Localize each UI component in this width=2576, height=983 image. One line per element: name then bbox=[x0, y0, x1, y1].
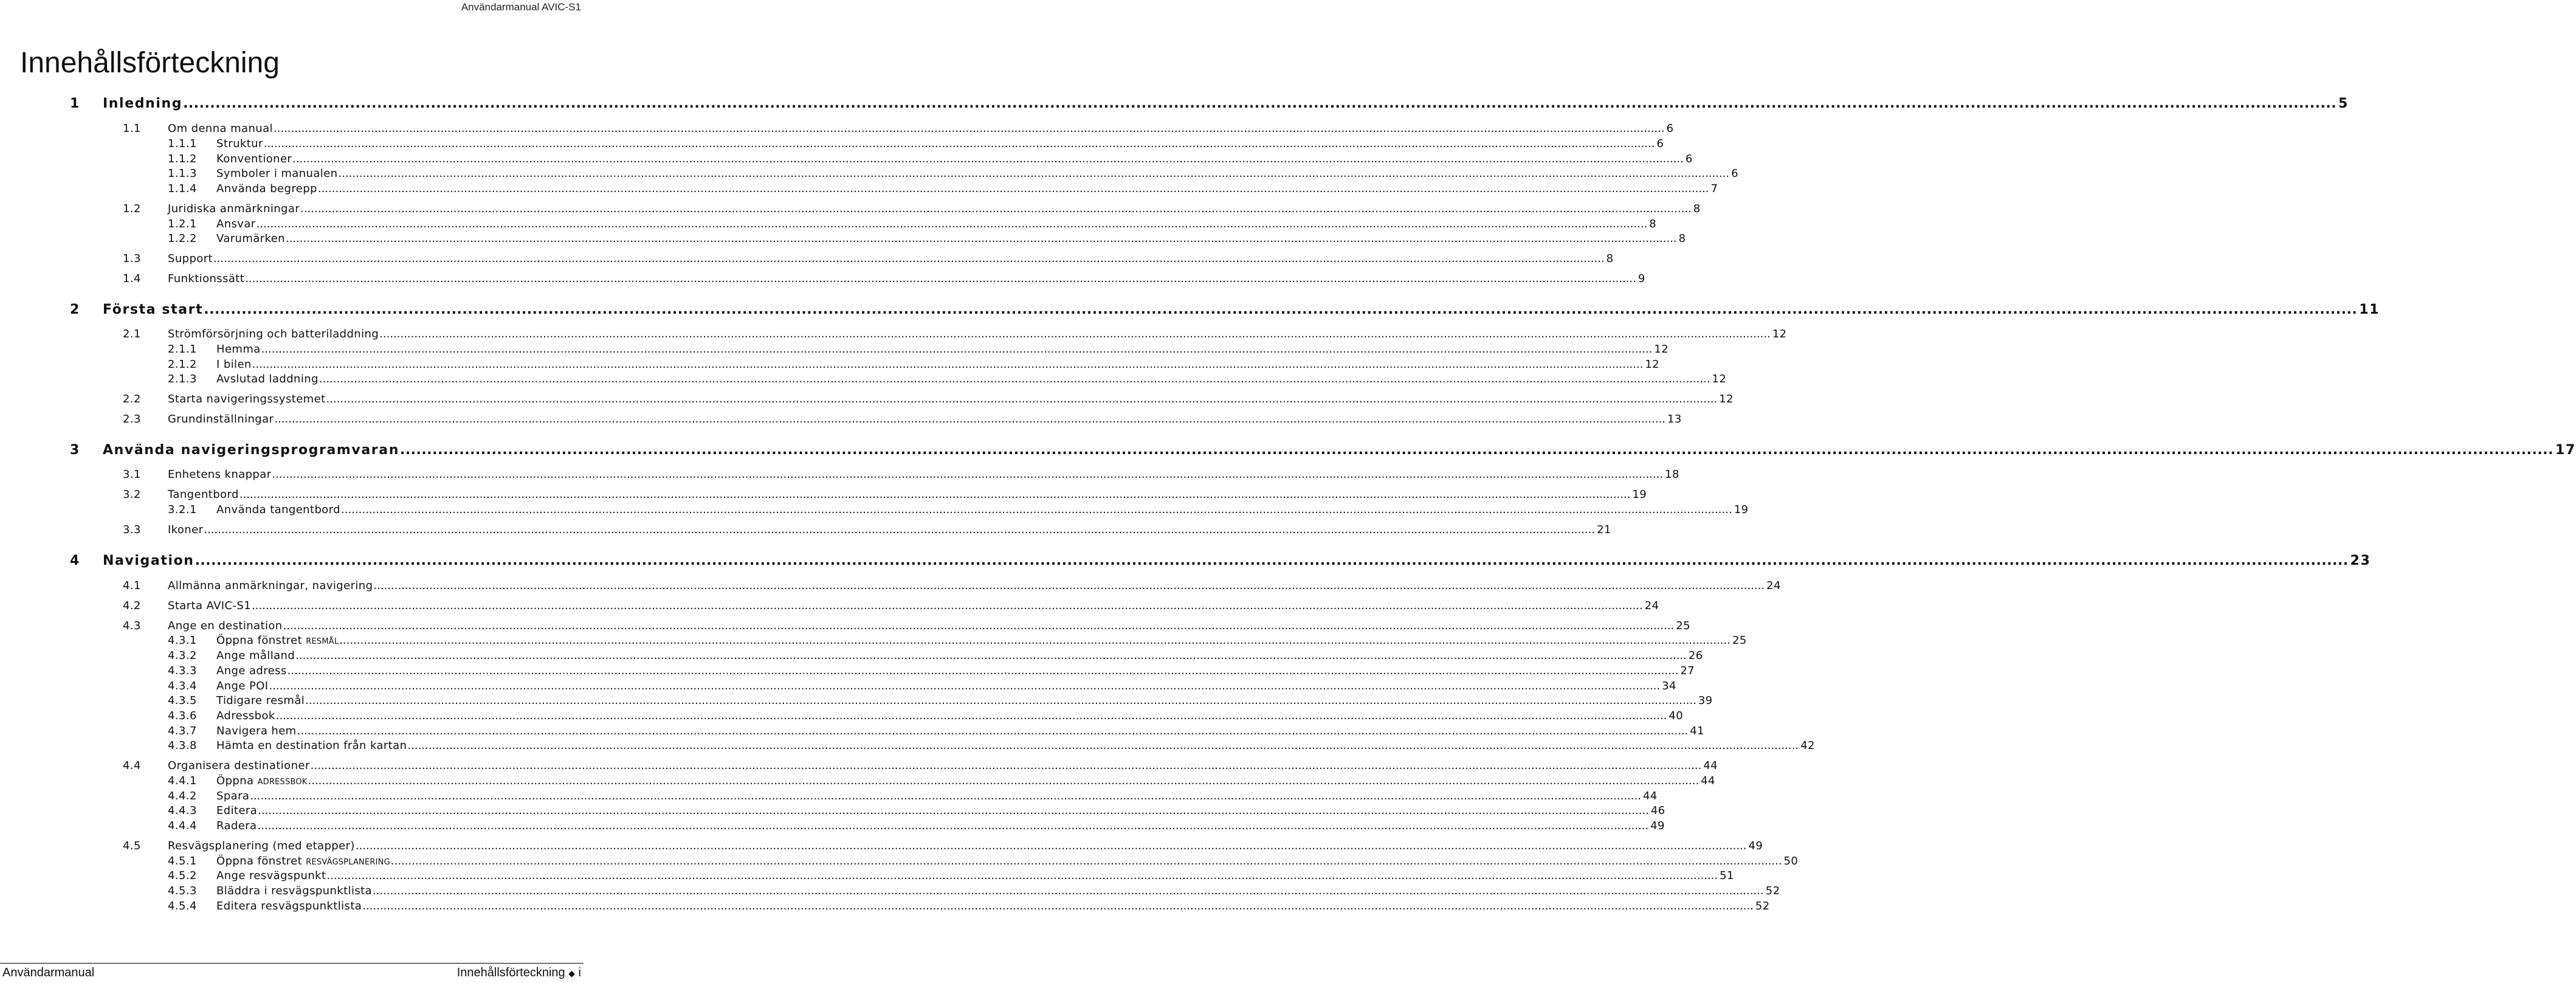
toc-entry-title-smallcaps: RESVÄGSPLANERING bbox=[306, 858, 390, 867]
toc-leader-dots: ................................................................................................................................................................................................................................................................................................................................................................................................................ bbox=[269, 680, 1661, 692]
toc-entry-title-text: Ange adress bbox=[216, 664, 287, 677]
toc-entry-page: 23 bbox=[2350, 553, 2371, 568]
toc-entry-title-text: Struktur bbox=[216, 137, 263, 150]
toc-entry-number: 1.4 bbox=[123, 272, 141, 285]
toc-entry[interactable] bbox=[0, 272, 1645, 288]
toc-entry-number: 1.1.1 bbox=[168, 137, 197, 150]
toc-entry[interactable] bbox=[0, 840, 1763, 855]
toc-entry-title bbox=[216, 153, 292, 165]
toc-entry-title bbox=[103, 443, 399, 458]
toc-entry-page: 12 bbox=[1772, 328, 1787, 340]
toc-entry-number: 2.1.2 bbox=[168, 358, 197, 371]
toc-entry-page: 46 bbox=[1650, 804, 1665, 817]
toc-entry-title bbox=[168, 488, 239, 501]
toc-entry-page: 24 bbox=[1644, 599, 1659, 612]
toc-entry-title bbox=[168, 523, 203, 536]
toc-leader-dots: ................................................................................................................................................................................................................................................................................................................................................................................................................ bbox=[310, 759, 1702, 772]
running-header: Användarmanual AVIC-S1 bbox=[461, 1, 581, 13]
toc-leader-dots: ................................................................................................................................................................................................................................................................................................................................................................................................................ bbox=[308, 774, 1700, 787]
toc-leader-dots: ................................................................................................................................................................................................................................................................................................................................................................................................................ bbox=[256, 218, 1648, 230]
toc-entry-number: 1.2.2 bbox=[168, 232, 197, 245]
toc-entry-title bbox=[103, 302, 203, 317]
toc-entry-title bbox=[216, 218, 256, 230]
toc-entry-number: 4.4.2 bbox=[168, 790, 197, 802]
toc-entry-number: 2.1.1 bbox=[168, 343, 197, 356]
toc-entry-page: 8 bbox=[1678, 232, 1686, 245]
toc-entry-title-text: Tangentbord bbox=[168, 488, 239, 501]
toc-entry-title bbox=[216, 694, 305, 707]
toc-entry-page: 52 bbox=[1755, 900, 1770, 912]
toc-entry-number: 4.4.3 bbox=[168, 804, 197, 817]
toc-entry-page: 34 bbox=[1662, 680, 1676, 692]
toc-entry-page: 12 bbox=[1654, 343, 1669, 356]
toc-entry[interactable] bbox=[0, 634, 1747, 650]
toc-entry-page: 12 bbox=[1712, 373, 1727, 385]
toc-entry-title bbox=[168, 759, 310, 772]
toc-leader-dots: ................................................................................................................................................................................................................................................................................................................................................................................................................ bbox=[273, 122, 1665, 135]
toc-entry-number: 3 bbox=[70, 443, 80, 458]
toc-entry-title bbox=[168, 599, 251, 612]
footer-left-text: Användarmanual bbox=[2, 966, 95, 979]
toc-entry[interactable] bbox=[0, 885, 1780, 900]
toc-entry-title-text: Spara bbox=[216, 790, 250, 802]
toc-entry[interactable] bbox=[0, 202, 1701, 218]
toc-entry-number: 4.4.1 bbox=[168, 774, 197, 787]
toc-entry-number: 4.4 bbox=[123, 759, 141, 772]
toc-entry-number: 3.3 bbox=[123, 523, 141, 536]
toc-entry-title-text: Ange en destination bbox=[168, 619, 283, 632]
toc-leader-dots: ................................................................................................................................................................................................................................................................................................................................................................................................................ bbox=[341, 503, 1732, 516]
toc-entry[interactable] bbox=[0, 443, 2576, 463]
toc-entry-title-text: Juridiska anmärkningar bbox=[168, 202, 300, 215]
toc-entry-page: 25 bbox=[1732, 634, 1747, 647]
toc-entry-title-text: Ange målland bbox=[216, 649, 295, 662]
footer-page-number: i bbox=[578, 966, 581, 979]
toc-entry-number: 2 bbox=[70, 302, 80, 317]
toc-entry[interactable] bbox=[0, 182, 1718, 198]
toc-entry-number: 1.1.2 bbox=[168, 153, 197, 165]
page-title: Innehållsförteckning bbox=[20, 47, 280, 79]
toc-entry-number: 4.3.2 bbox=[168, 649, 197, 662]
toc-entry-title bbox=[216, 664, 287, 677]
toc-entry-number: 4.3 bbox=[123, 619, 141, 632]
toc-leader-dots: ................................................................................................................................................................................................................................................................................................................................................................................................................ bbox=[379, 328, 1771, 340]
toc-entry-title bbox=[216, 182, 317, 195]
toc-leader-dots: ................................................................................................................................................................................................................................................................................................................................................................................................................ bbox=[305, 694, 1696, 707]
toc-entry-title bbox=[168, 579, 373, 592]
toc-leader-dots: ................................................................................................................................................................................................................................................................................................................................................................................................................ bbox=[183, 96, 2337, 111]
toc-entry-title bbox=[216, 373, 319, 385]
toc-entry-title-text: Inledning bbox=[103, 96, 183, 111]
toc-entry[interactable] bbox=[0, 232, 1686, 248]
toc-leader-dots: ................................................................................................................................................................................................................................................................................................................................................................................................................ bbox=[274, 413, 1666, 426]
toc-entry-title bbox=[168, 468, 271, 481]
toc-entry-number: 4.5 bbox=[123, 840, 141, 852]
toc-entry-title-text: Organisera destinationer bbox=[168, 759, 310, 772]
toc-entry-page: 40 bbox=[1669, 709, 1684, 722]
toc-entry-title bbox=[168, 122, 273, 135]
toc-entry[interactable] bbox=[0, 328, 1787, 343]
toc-leader-dots: ................................................................................................................................................................................................................................................................................................................................................................................................................ bbox=[250, 790, 1641, 802]
toc-entry-page: 9 bbox=[1638, 272, 1645, 285]
toc-leader-dots: ................................................................................................................................................................................................................................................................................................................................................................................................................ bbox=[319, 373, 1710, 385]
toc-entry-number: 4.3.5 bbox=[168, 694, 197, 707]
toc-leader-dots: ................................................................................................................................................................................................................................................................................................................................................................................................................ bbox=[252, 358, 1644, 371]
toc-leader-dots: ................................................................................................................................................................................................................................................................................................................................................................................................................ bbox=[257, 819, 1649, 832]
toc-leader-dots: ................................................................................................................................................................................................................................................................................................................................................................................................................ bbox=[252, 599, 1643, 612]
toc-leader-dots: ................................................................................................................................................................................................................................................................................................................................................................................................................ bbox=[213, 252, 1605, 265]
toc-entry-number: 1.1.4 bbox=[168, 182, 197, 195]
toc-leader-dots: ................................................................................................................................................................................................................................................................................................................................................................................................................ bbox=[300, 202, 1692, 215]
toc-entry-title bbox=[168, 393, 326, 405]
toc-entry[interactable] bbox=[0, 468, 1679, 484]
toc-entry-title-text: Grundinställningar bbox=[168, 413, 274, 426]
toc-entry-number: 3.2.1 bbox=[168, 503, 197, 516]
toc-leader-dots: ................................................................................................................................................................................................................................................................................................................................................................................................................ bbox=[272, 468, 1664, 481]
toc-entry-title bbox=[216, 343, 261, 356]
toc-leader-dots: ................................................................................................................................................................................................................................................................................................................................................................................................................ bbox=[362, 900, 1754, 912]
toc-entry-title-text: Öppna fönstret bbox=[216, 634, 306, 647]
toc-entry-title bbox=[216, 819, 257, 832]
toc-entry-number: 1.2.1 bbox=[168, 218, 197, 230]
toc-entry-page: 5 bbox=[2338, 96, 2349, 111]
toc-entry-title-text: Funktionssätt bbox=[168, 272, 245, 285]
toc-entry-title-text: Varumärken bbox=[216, 232, 285, 245]
toc-entry-title bbox=[216, 900, 362, 912]
toc-entry-title-text: Använda tangentbord bbox=[216, 503, 341, 516]
toc-entry-title-text: Använda navigeringsprogramvaran bbox=[103, 443, 399, 458]
toc-entry-number: 1 bbox=[70, 96, 80, 111]
toc-entry-title bbox=[216, 790, 249, 802]
toc-entry-page: 11 bbox=[2359, 302, 2380, 317]
toc-entry-title bbox=[216, 774, 308, 787]
toc-entry[interactable] bbox=[0, 599, 1659, 615]
toc-entry-title-text: Symboler i manualen bbox=[216, 167, 338, 180]
toc-entry[interactable] bbox=[0, 373, 1727, 388]
toc-entry[interactable] bbox=[0, 804, 1665, 820]
toc-entry[interactable] bbox=[0, 649, 1703, 665]
toc-entry-title bbox=[216, 804, 257, 817]
toc-entry-number: 4.3.8 bbox=[168, 739, 197, 752]
footer-right bbox=[457, 966, 581, 980]
toc-entry-title-text: Support bbox=[168, 252, 213, 265]
toc-entry-number: 1.3 bbox=[123, 252, 141, 265]
toc-entry-title-text: Resvägsplanering (med etapper) bbox=[168, 840, 355, 852]
toc-entry-title-text: Navigation bbox=[103, 553, 195, 568]
toc-entry-number: 4.1 bbox=[123, 579, 141, 592]
toc-leader-dots: ................................................................................................................................................................................................................................................................................................................................................................................................................ bbox=[263, 137, 1655, 150]
toc-entry-number: 4.4.4 bbox=[168, 819, 197, 832]
toc-entry[interactable] bbox=[0, 413, 1682, 429]
toc-entry-title-text: Ange resvägspunkt bbox=[216, 869, 326, 882]
toc-entry-number: 1.1.3 bbox=[168, 167, 197, 180]
toc-leader-dots: ................................................................................................................................................................................................................................................................................................................................................................................................................ bbox=[390, 855, 1782, 867]
toc-leader-dots: ................................................................................................................................................................................................................................................................................................................................................................................................................ bbox=[338, 167, 1730, 180]
toc-entry-page: 19 bbox=[1632, 488, 1647, 501]
toc-entry-page: 25 bbox=[1676, 619, 1690, 632]
toc-entry-number: 2.1 bbox=[123, 328, 141, 340]
toc-entry-title-text: Navigera hem bbox=[216, 725, 297, 737]
toc-entry-title-text: Editera bbox=[216, 804, 258, 817]
toc-entry-title-text: Konventioner bbox=[216, 153, 292, 165]
toc-entry-title-text: Om denna manual bbox=[168, 122, 273, 135]
toc-entry[interactable] bbox=[0, 218, 1657, 233]
toc-entry-title-text: Avslutad laddning bbox=[216, 373, 319, 385]
toc-entry-number: 4.5.3 bbox=[168, 885, 197, 897]
toc-entry-number: 3.2 bbox=[123, 488, 141, 501]
toc-entry-number: 4.5.1 bbox=[168, 855, 197, 867]
toc-leader-dots: ................................................................................................................................................................................................................................................................................................................................................................................................................ bbox=[204, 302, 2358, 317]
toc-entry[interactable] bbox=[0, 553, 2371, 574]
toc-entry-title-text: Tidigare resmål bbox=[216, 694, 305, 707]
toc-entry[interactable] bbox=[0, 579, 1781, 595]
toc-entry-page: 8 bbox=[1693, 202, 1701, 215]
toc-entry-title bbox=[216, 869, 326, 882]
toc-entry-number: 2.2 bbox=[123, 393, 141, 405]
toc-entry-number: 4.3.3 bbox=[168, 664, 197, 677]
toc-entry-page: 52 bbox=[1765, 885, 1780, 897]
toc-entry-page: 6 bbox=[1656, 137, 1664, 150]
toc-entry-number: 4.5.4 bbox=[168, 900, 197, 912]
toc-entry-title-smallcaps: ADRESSBOK bbox=[257, 778, 308, 787]
toc-entry-page: 39 bbox=[1698, 694, 1713, 707]
toc-entry[interactable] bbox=[0, 790, 1658, 805]
toc-leader-dots: ................................................................................................................................................................................................................................................................................................................................................................................................................ bbox=[261, 343, 1653, 356]
toc-entry-page: 8 bbox=[1606, 252, 1614, 265]
toc-entry-page: 44 bbox=[1703, 759, 1718, 772]
toc-entry-page: 49 bbox=[1748, 840, 1763, 852]
toc-leader-dots: ................................................................................................................................................................................................................................................................................................................................................................................................................ bbox=[195, 553, 2349, 568]
toc-entry-number: 4.3.4 bbox=[168, 680, 197, 692]
toc-leader-dots: ................................................................................................................................................................................................................................................................................................................................................................................................................ bbox=[297, 725, 1689, 737]
toc-leader-dots: ................................................................................................................................................................................................................................................................................................................................................................................................................ bbox=[326, 393, 1718, 405]
toc-entry-title-text: Starta navigeringssystemet bbox=[168, 393, 326, 405]
toc-entry[interactable] bbox=[0, 855, 1799, 871]
toc-entry-title bbox=[168, 272, 244, 285]
toc-entry-page: 12 bbox=[1645, 358, 1660, 371]
toc-entry-title bbox=[168, 252, 213, 265]
toc-entry-title-text: Hemma bbox=[216, 343, 261, 356]
toc-entry-title bbox=[168, 202, 300, 215]
toc-leader-dots: ................................................................................................................................................................................................................................................................................................................................................................................................................ bbox=[339, 634, 1731, 647]
toc-entry[interactable] bbox=[0, 393, 1734, 409]
toc-entry-title-smallcaps: RESMÅL bbox=[306, 637, 339, 646]
toc-entry[interactable] bbox=[0, 488, 1647, 504]
toc-entry-title-text: Öppna fönstret bbox=[216, 855, 306, 867]
toc-entry[interactable] bbox=[0, 869, 1734, 885]
toc-entry-title bbox=[168, 840, 355, 852]
toc-entry-title bbox=[216, 358, 252, 371]
toc-entry-page: 44 bbox=[1701, 774, 1715, 787]
footer-bullet-icon: ◆ bbox=[568, 968, 575, 978]
toc-entry-title-text: Editera resvägspunktlista bbox=[216, 900, 362, 912]
toc-entry-number: 4.5.2 bbox=[168, 869, 197, 882]
toc-entry-title-text: Ansvar bbox=[216, 218, 256, 230]
toc-entry-title bbox=[168, 413, 274, 426]
toc-entry[interactable] bbox=[0, 664, 1695, 680]
toc-entry-number: 4.3.1 bbox=[168, 634, 197, 647]
toc-entry-page: 13 bbox=[1667, 413, 1682, 426]
toc-entry[interactable] bbox=[0, 153, 1693, 168]
toc-leader-dots: ................................................................................................................................................................................................................................................................................................................................................................................................................ bbox=[317, 182, 1709, 195]
toc-entry[interactable] bbox=[0, 137, 1664, 153]
toc-entry-title-text: Använda begrepp bbox=[216, 182, 317, 195]
toc-entry[interactable] bbox=[0, 759, 1718, 775]
toc-entry-title-text: Adressbok bbox=[216, 709, 275, 722]
toc-entry-title-text: Öppna bbox=[216, 774, 258, 787]
toc-leader-dots: ................................................................................................................................................................................................................................................................................................................................................................................................................ bbox=[373, 579, 1765, 592]
toc-entry-page: 7 bbox=[1710, 182, 1718, 195]
toc-entry-page: 8 bbox=[1649, 218, 1657, 230]
toc-entry-title bbox=[168, 619, 283, 632]
toc-entry-title bbox=[216, 885, 372, 897]
toc-entry-title-text: Ikoner bbox=[168, 523, 204, 536]
toc-entry-title bbox=[216, 167, 337, 180]
toc-leader-dots: ................................................................................................................................................................................................................................................................................................................................................................................................................ bbox=[285, 232, 1677, 245]
toc-entry[interactable] bbox=[0, 725, 1705, 740]
toc-leader-dots: ................................................................................................................................................................................................................................................................................................................................................................................................................ bbox=[245, 272, 1636, 285]
toc-leader-dots: ................................................................................................................................................................................................................................................................................................................................................................................................................ bbox=[283, 619, 1675, 632]
toc-entry-title bbox=[216, 739, 407, 752]
toc-entry-page: 18 bbox=[1665, 468, 1679, 481]
toc-entry-title-text: Hämta en destination från kartan bbox=[216, 739, 407, 752]
toc-entry-page: 6 bbox=[1666, 122, 1674, 135]
toc-entry-title-text: Allmänna anmärkningar, navigering bbox=[168, 579, 373, 592]
footer-rule bbox=[0, 963, 584, 964]
toc-entry[interactable] bbox=[0, 709, 1684, 725]
toc-entry-page: 21 bbox=[1597, 523, 1611, 536]
toc-entry-page: 51 bbox=[1720, 869, 1734, 882]
toc-entry-page: 50 bbox=[1783, 855, 1799, 867]
toc-entry[interactable] bbox=[0, 343, 1669, 359]
toc-entry-page: 12 bbox=[1719, 393, 1734, 405]
toc-entry-page: 41 bbox=[1690, 725, 1705, 737]
toc-leader-dots: ................................................................................................................................................................................................................................................................................................................................................................................................................ bbox=[295, 649, 1687, 662]
toc-entry[interactable] bbox=[0, 694, 1713, 710]
toc-entry-title bbox=[216, 680, 268, 692]
toc-leader-dots: ................................................................................................................................................................................................................................................................................................................................................................................................................ bbox=[287, 664, 1679, 677]
toc-leader-dots: ................................................................................................................................................................................................................................................................................................................................................................................................................ bbox=[407, 739, 1799, 752]
toc-entry[interactable] bbox=[0, 252, 1614, 268]
toc-leader-dots: ................................................................................................................................................................................................................................................................................................................................................................................................................ bbox=[399, 443, 2554, 458]
toc-leader-dots: ................................................................................................................................................................................................................................................................................................................................................................................................................ bbox=[204, 523, 1596, 536]
toc-entry-page: 19 bbox=[1734, 503, 1749, 516]
toc-leader-dots: ................................................................................................................................................................................................................................................................................................................................................................................................................ bbox=[239, 488, 1631, 501]
toc-entry-title bbox=[216, 855, 390, 867]
toc-entry-title bbox=[216, 503, 340, 516]
toc-entry[interactable] bbox=[0, 900, 1770, 916]
toc-entry-number: 4.3.7 bbox=[168, 725, 197, 737]
toc-entry[interactable] bbox=[0, 819, 1665, 835]
toc-entry-page: 26 bbox=[1688, 649, 1703, 662]
toc-entry-page: 27 bbox=[1680, 664, 1695, 677]
toc-entry[interactable] bbox=[0, 358, 1660, 374]
toc-entry-title bbox=[216, 232, 285, 245]
toc-entry-page: 6 bbox=[1685, 153, 1693, 165]
toc-leader-dots: ................................................................................................................................................................................................................................................................................................................................................................................................................ bbox=[275, 709, 1667, 722]
toc-entry-title bbox=[168, 328, 379, 340]
toc-leader-dots: ................................................................................................................................................................................................................................................................................................................................................................................................................ bbox=[326, 869, 1718, 882]
toc-entry-title-text: Strömförsörjning och batteriladdning bbox=[168, 328, 379, 340]
toc-entry-title bbox=[103, 96, 182, 111]
toc-entry-page: 17 bbox=[2555, 443, 2576, 458]
toc-entry-title bbox=[216, 137, 263, 150]
toc-entry-number: 2.3 bbox=[123, 413, 141, 426]
toc-entry-title-text: I bilen bbox=[216, 358, 252, 371]
toc-entry-number: 4.2 bbox=[123, 599, 141, 612]
toc-entry-title-text: Radera bbox=[216, 819, 257, 832]
toc-entry-page: 49 bbox=[1650, 819, 1665, 832]
toc-entry[interactable] bbox=[0, 680, 1676, 695]
footer-section-title: Innehållsförteckning bbox=[456, 966, 565, 979]
toc-leader-dots: ................................................................................................................................................................................................................................................................................................................................................................................................................ bbox=[355, 840, 1747, 852]
toc-entry-page: 44 bbox=[1642, 790, 1658, 802]
toc-entry-title-text: Ange POI bbox=[216, 680, 269, 692]
toc-entry-number: 2.1.3 bbox=[168, 373, 197, 385]
toc-leader-dots: ................................................................................................................................................................................................................................................................................................................................................................................................................ bbox=[292, 153, 1684, 165]
toc-leader-dots: ................................................................................................................................................................................................................................................................................................................................................................................................................ bbox=[373, 885, 1764, 897]
toc-entry-title bbox=[216, 634, 339, 647]
toc-entry-title-text: Starta AVIC-S1 bbox=[168, 599, 252, 612]
toc-entry-title bbox=[103, 553, 195, 568]
toc-entry-number: 1.1 bbox=[123, 122, 141, 135]
toc-leader-dots: ................................................................................................................................................................................................................................................................................................................................................................................................................ bbox=[258, 804, 1649, 817]
toc-entry[interactable] bbox=[0, 96, 2349, 117]
toc-entry[interactable] bbox=[0, 302, 2380, 323]
toc-entry-page: 6 bbox=[1731, 167, 1738, 180]
toc-entry-title bbox=[216, 725, 297, 737]
toc-entry-title bbox=[216, 709, 275, 722]
toc-entry[interactable] bbox=[0, 619, 1690, 635]
toc-entry-page: 42 bbox=[1800, 739, 1815, 752]
toc-entry[interactable] bbox=[0, 167, 1738, 183]
toc-entry[interactable] bbox=[0, 122, 1674, 138]
toc-entry-title-text: Första start bbox=[103, 302, 204, 317]
toc-entry-title-text: Enhetens knappar bbox=[168, 468, 272, 481]
toc-entry[interactable] bbox=[0, 503, 1749, 519]
toc-entry-number: 4.3.6 bbox=[168, 709, 197, 722]
toc-entry-title bbox=[216, 649, 295, 662]
toc-entry-page: 24 bbox=[1766, 579, 1781, 592]
toc-entry-title-text: Bläddra i resvägspunktlista bbox=[216, 885, 373, 897]
toc-entry[interactable] bbox=[0, 523, 1611, 539]
toc-entry-number: 3.1 bbox=[123, 468, 141, 481]
toc-entry-number: 4 bbox=[70, 553, 80, 568]
toc-entry[interactable] bbox=[0, 739, 1815, 755]
toc-entry[interactable] bbox=[0, 774, 1715, 790]
toc-entry-number: 1.2 bbox=[123, 202, 141, 215]
